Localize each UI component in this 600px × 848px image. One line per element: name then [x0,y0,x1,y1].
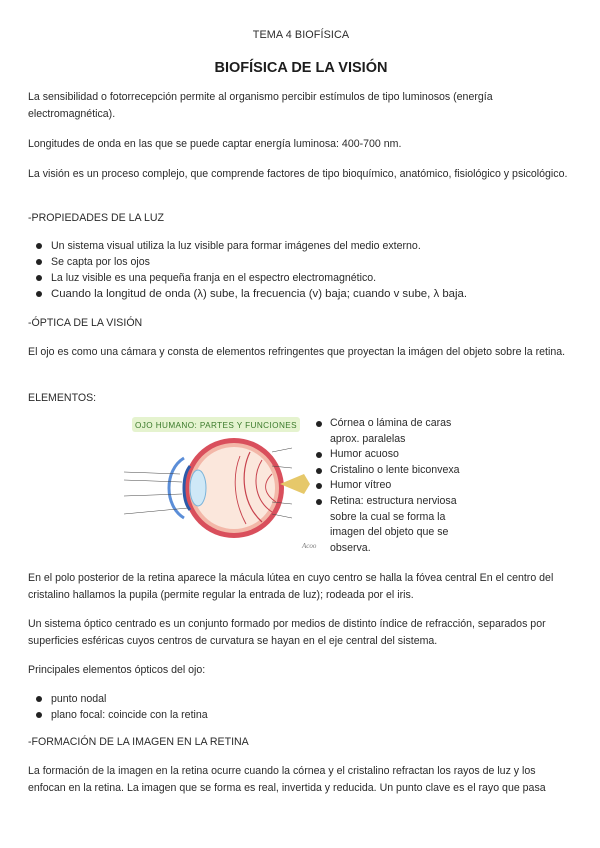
list-item: Cuando la longitud de onda (λ) sube, la frecuencia (v) baja; cuando v sube, λ baja. [28,286,574,302]
section-heading-optics: -ÓPTICA DE LA VISIÓN [28,317,143,329]
list-item: Córnea o lámina de caras aprox. paralelas [314,416,474,447]
intro-paragraph-1: La sensibilidad o fotorrecepción permite al organismo percibir estímulos de tipo luminosos (energía electromagnética). [28,91,493,120]
bullet-icon [316,421,322,427]
list-item: Cristalino o lente biconvexa [314,463,474,479]
intro-paragraph-3: La visión es un proceso complejo, que comprende factores de tipo bioquímico, anatómico, fisiológico y psicológico. [28,168,568,180]
document-title: BIOFÍSICA DE LA VISIÓN [214,60,388,76]
list-item: punto nodal [28,691,574,707]
bullet-icon [316,483,322,489]
image-formation-paragraph: La formación de la imagen en la retina ocurre cuando la córnea y el cristalino refractan los rayos de luz y los enfocan en la retina. La imagen que se forma es real, invertida y reducida. Un punto clave es el rayo que pasa [28,765,546,794]
eye-diagram-svg [122,414,322,554]
bullet-icon [316,452,322,458]
principal-elements-label: Principales elementos ópticos del ojo: [28,664,206,676]
section-heading-image-formation: -FORMACIÓN DE LA IMAGEN EN LA RETINA [28,736,249,748]
list-item: Humor acuoso [314,447,474,463]
list-item: Se capta por los ojos [28,254,574,270]
bullet-icon [36,275,42,281]
lens [190,470,206,506]
optical-system-paragraph: Un sistema óptico centrado es un conjunto formado por medios de distinto índice de refracción, separados por superficies esféricas cuyos centros de curvatura se hayan en el eje central del sistema. [28,618,546,647]
principal-elements-list [28,691,574,723]
list-item: Humor vítreo [314,478,474,494]
bullet-icon [36,259,42,265]
bullet-icon [36,712,42,718]
bullet-icon [36,291,42,297]
bullet-icon [36,243,42,249]
list-item: Un sistema visual utiliza la luz visible para formar imágenes del medio externo. [28,238,574,254]
macula-paragraph: En el polo posterior de la retina aparece la mácula lútea en cuyo centro se halla la fóvea central En el centro del cristalino hallamos la pupila (permite regular la entrada de luz); rodeada por el iris. [28,572,554,601]
bullet-icon [36,696,42,702]
list-item: plano focal: coincide con la retina [28,707,574,723]
section-heading-light: -PROPIEDADES DE LA LUZ [28,212,164,224]
eye-elements-list [314,416,474,556]
list-item: Retina: estructura nerviosa sobre la cual se forma la imagen del objeto que se observa. [314,494,474,556]
optic-nerve [280,474,310,494]
intro-paragraph-2: Longitudes de onda en las que se puede captar energía luminosa: 400-700 nm. [28,138,402,150]
document-header: TEMA 4 BIOFÍSICA [252,29,350,41]
bullet-icon [316,499,322,505]
elements-label: ELEMENTOS: [28,392,97,404]
figure-signature: Acoo [302,542,317,550]
optics-paragraph: El ojo es como una cámara y consta de elementos refringentes que proyectan la imágen del objeto sobre la retina. [28,346,566,358]
bullet-icon [316,468,322,474]
list-item: La luz visible es una pequeña franja en el espectro electromagnético. [28,270,574,286]
eye-diagram [122,414,322,554]
figure-title: OJO HUMANO: PARTES Y FUNCIONES [135,421,297,430]
light-properties-list [28,238,574,302]
